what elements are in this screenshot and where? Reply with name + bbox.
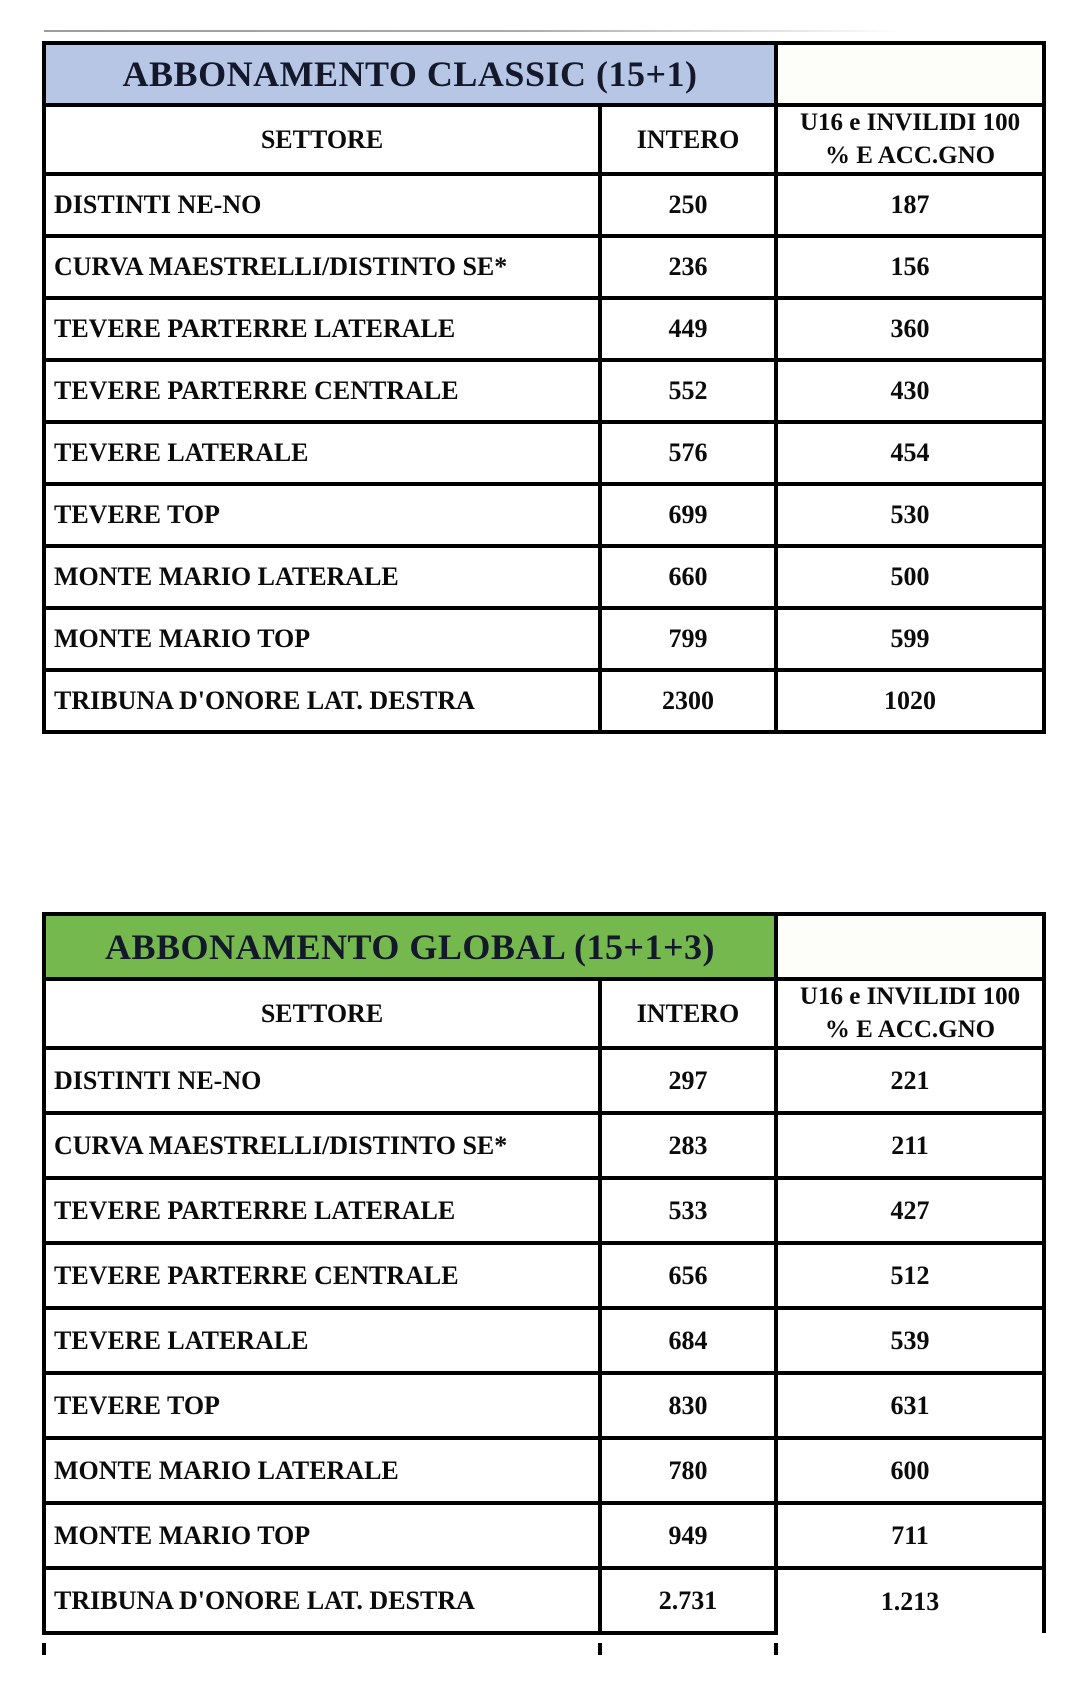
table-row [44,422,1044,484]
settore-cell: TEVERE TOP [44,484,600,546]
global-title: ABBONAMENTO GLOBAL (15+1+3) [44,914,776,979]
intero-price-cell: 576 [600,422,776,484]
intero-price-cell: 533 [600,1178,776,1243]
settore-cell: DISTINTI NE-NO [44,174,600,236]
table-row [44,174,1044,236]
table-row [44,1113,1044,1178]
table-row [44,1243,1044,1308]
u16-price-cell: 530 [776,484,1044,546]
u16-price-cell: 156 [776,236,1044,298]
intero-price-cell: 552 [600,360,776,422]
abbonamento-global-table [42,912,1046,1635]
u16-price-cell: 1.213 [776,1568,1044,1633]
classic-title-row [44,43,1044,105]
u16-price-cell: 360 [776,298,1044,360]
intero-column-header: INTERO [600,979,776,1048]
classic-table-body [44,43,1044,732]
cropped-border-stub [42,1643,46,1655]
abbonamento-classic-table [42,41,1046,734]
intero-price-cell: 799 [600,608,776,670]
table-row [44,1373,1044,1438]
cropped-border-stub [774,1643,778,1655]
u16-price-cell: 500 [776,546,1044,608]
table-row [44,484,1044,546]
table-row [44,236,1044,298]
settore-column-header: SETTORE [44,979,600,1048]
global-title-row [44,914,1044,979]
settore-cell: TEVERE LATERALE [44,422,600,484]
settore-column-header: SETTORE [44,105,600,174]
u16-price-cell: 512 [776,1243,1044,1308]
settore-cell: CURVA MAESTRELLI/DISTINTO SE* [44,236,600,298]
intero-price-cell: 656 [600,1243,776,1308]
settore-cell: MONTE MARIO LATERALE [44,546,600,608]
cropped-border-stub [598,1643,602,1655]
u16-price-cell: 221 [776,1048,1044,1113]
table-row [44,1048,1044,1113]
intero-price-cell: 297 [600,1048,776,1113]
settore-cell: MONTE MARIO TOP [44,1503,600,1568]
settore-cell: TEVERE LATERALE [44,1308,600,1373]
settore-cell: MONTE MARIO LATERALE [44,1438,600,1503]
intero-price-cell: 830 [600,1373,776,1438]
u16-price-cell: 430 [776,360,1044,422]
intero-price-cell: 2.731 [600,1568,776,1633]
intero-price-cell: 949 [600,1503,776,1568]
intero-price-cell: 780 [600,1438,776,1503]
u16-price-cell: 211 [776,1113,1044,1178]
table-row [44,1568,1044,1633]
global-header-row [44,979,1044,1048]
table-row [44,608,1044,670]
settore-cell: TEVERE PARTERRE LATERALE [44,298,600,360]
settore-cell: TEVERE PARTERRE CENTRALE [44,360,600,422]
settore-cell: TEVERE PARTERRE CENTRALE [44,1243,600,1308]
u16-price-cell: 631 [776,1373,1044,1438]
u16-price-cell: 1020 [776,670,1044,732]
table-row [44,1178,1044,1243]
table-row [44,360,1044,422]
intero-price-cell: 660 [600,546,776,608]
table-row [44,546,1044,608]
classic-header-row [44,105,1044,174]
settore-cell: TEVERE TOP [44,1373,600,1438]
spreadsheet-gridline-artifact [44,30,904,32]
table-row [44,1503,1044,1568]
u16-price-cell: 187 [776,174,1044,236]
u16-price-cell: 599 [776,608,1044,670]
classic-title: ABBONAMENTO CLASSIC (15+1) [44,43,776,105]
u16-price-cell: 427 [776,1178,1044,1243]
settore-cell: TRIBUNA D'ONORE LAT. DESTRA [44,1568,600,1633]
table-row [44,670,1044,732]
u16-price-cell: 600 [776,1438,1044,1503]
global-table-body [44,914,1044,1633]
u16-header-line2: % E ACC.GNO [824,141,996,169]
table-row [44,1438,1044,1503]
global-empty-corner-cell [776,914,1044,979]
intero-price-cell: 449 [600,298,776,360]
settore-cell: CURVA MAESTRELLI/DISTINTO SE* [44,1113,600,1178]
u16-price-cell: 454 [776,422,1044,484]
settore-cell: TEVERE PARTERRE LATERALE [44,1178,600,1243]
intero-price-cell: 684 [600,1308,776,1373]
u16-header-line1: U16 e INVILIDI 100 [799,109,1021,136]
u16-header-line1: U16 e INVILIDI 100 [799,983,1021,1010]
intero-price-cell: 283 [600,1113,776,1178]
table-row [44,1308,1044,1373]
settore-cell: MONTE MARIO TOP [44,608,600,670]
u16-price-cell: 539 [776,1308,1044,1373]
intero-price-cell: 236 [600,236,776,298]
settore-cell: TRIBUNA D'ONORE LAT. DESTRA [44,670,600,732]
u16-column-header [776,979,1044,1048]
intero-price-cell: 699 [600,484,776,546]
u16-column-header [776,105,1044,174]
u16-header-line2: % E ACC.GNO [824,1015,996,1043]
u16-price-cell: 711 [776,1503,1044,1568]
table-row [44,298,1044,360]
settore-cell: DISTINTI NE-NO [44,1048,600,1113]
intero-price-cell: 250 [600,174,776,236]
intero-price-cell: 2300 [600,670,776,732]
intero-column-header: INTERO [600,105,776,174]
classic-empty-corner-cell [776,43,1044,105]
